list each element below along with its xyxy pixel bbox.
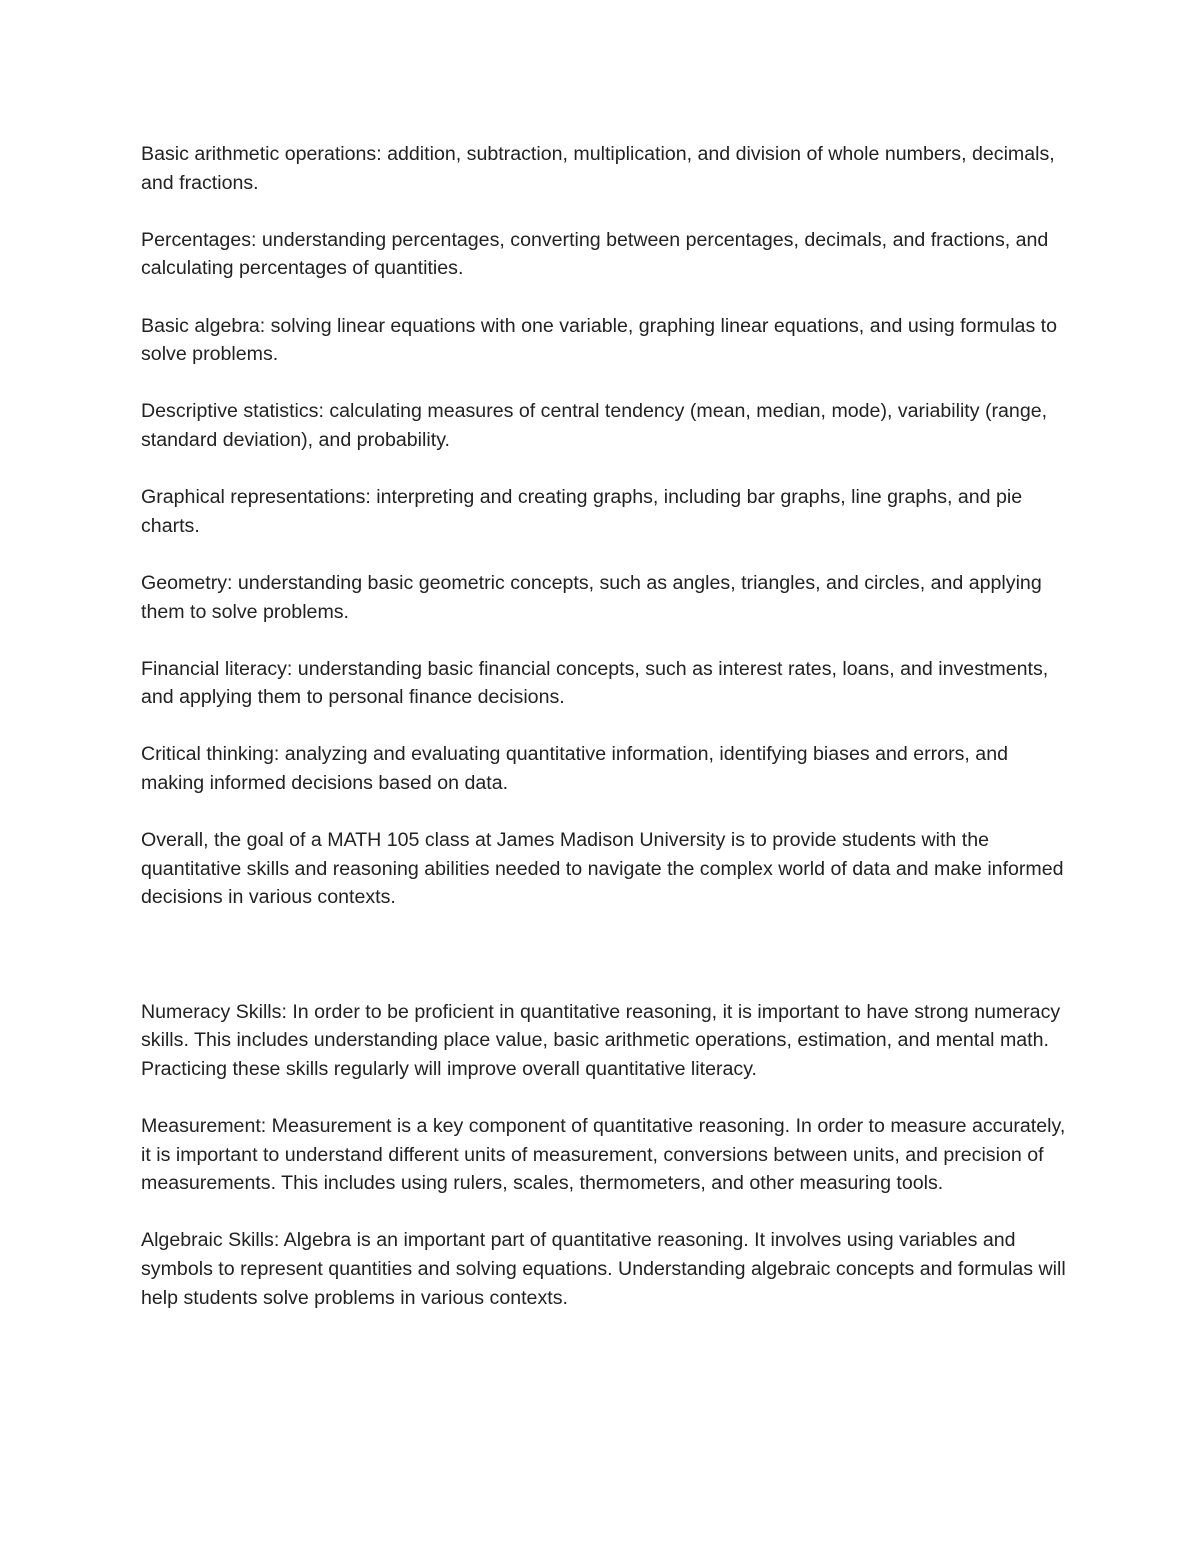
paragraph-overall-goal: Overall, the goal of a MATH 105 class at James Madison University is to provide students with the quantitative skills and reasoning abilities needed to navigate the complex world of data and make informed decisions in various contexts. xyxy=(141,829,1064,909)
paragraph-descriptive-statistics: Descriptive statistics: calculating measures of central tendency (mean, median, mode), variability (range, standard deviation), and probability. xyxy=(141,400,1048,451)
paragraph-basic-algebra: Basic algebra: solving linear equations with one variable, graphing linear equations, and using formulas to solve problems. xyxy=(141,314,1058,366)
section-spacer xyxy=(141,941,1066,998)
paragraph-critical-thinking: Critical thinking: analyzing and evaluating quantitative information, identifying biases and errors, and making informed decisions based on data. xyxy=(141,743,1008,795)
paragraph-measurement: Measurement: Measurement is a key component of quantitative reasoning. In order to measure accurately, it is important to understand different units of measurement, conversions between units, and precision of measurements. This includes using rulers, scales, thermometers, and other measuring tools. xyxy=(141,1115,1066,1195)
paragraph-numeracy-skills: Numeracy Skills: In order to be proficient in quantitative reasoning, it is important to have strong numeracy skills. This includes understanding place value, basic arithmetic operations, estimation, and mental math. Practicing these skills regularly will improve overall quantitative literacy. xyxy=(141,1000,1061,1080)
paragraph-financial-literacy: Financial literacy: understanding basic financial concepts, such as interest rates, loans, and investments, and applying them to personal finance decisions. xyxy=(141,657,1049,709)
paragraph-algebraic-skills: Algebraic Skills: Algebra is an important part of quantitative reasoning. It involves using variables and symbols to represent quantities and solving equations. Understanding algebraic concepts and formulas will help students solve problems in various contexts. xyxy=(141,1229,1066,1309)
paragraph-graphical-representations: Graphical representations: interpreting and creating graphs, including bar graphs, line graphs, and pie charts. xyxy=(141,486,1023,537)
paragraph-percentages: Percentages: understanding percentages, converting between percentages, decimals, and fractions, and calculating percentages of quantities. xyxy=(141,228,1049,280)
document-body xyxy=(141,140,1066,1341)
paragraph-basic-arithmetic: Basic arithmetic operations: addition, subtraction, multiplication, and division of whole numbers, decimals, and fractions. xyxy=(141,143,1055,194)
paragraph-geometry: Geometry: understanding basic geometric concepts, such as angles, triangles, and circles, and applying them to solve problems. xyxy=(141,571,1042,623)
